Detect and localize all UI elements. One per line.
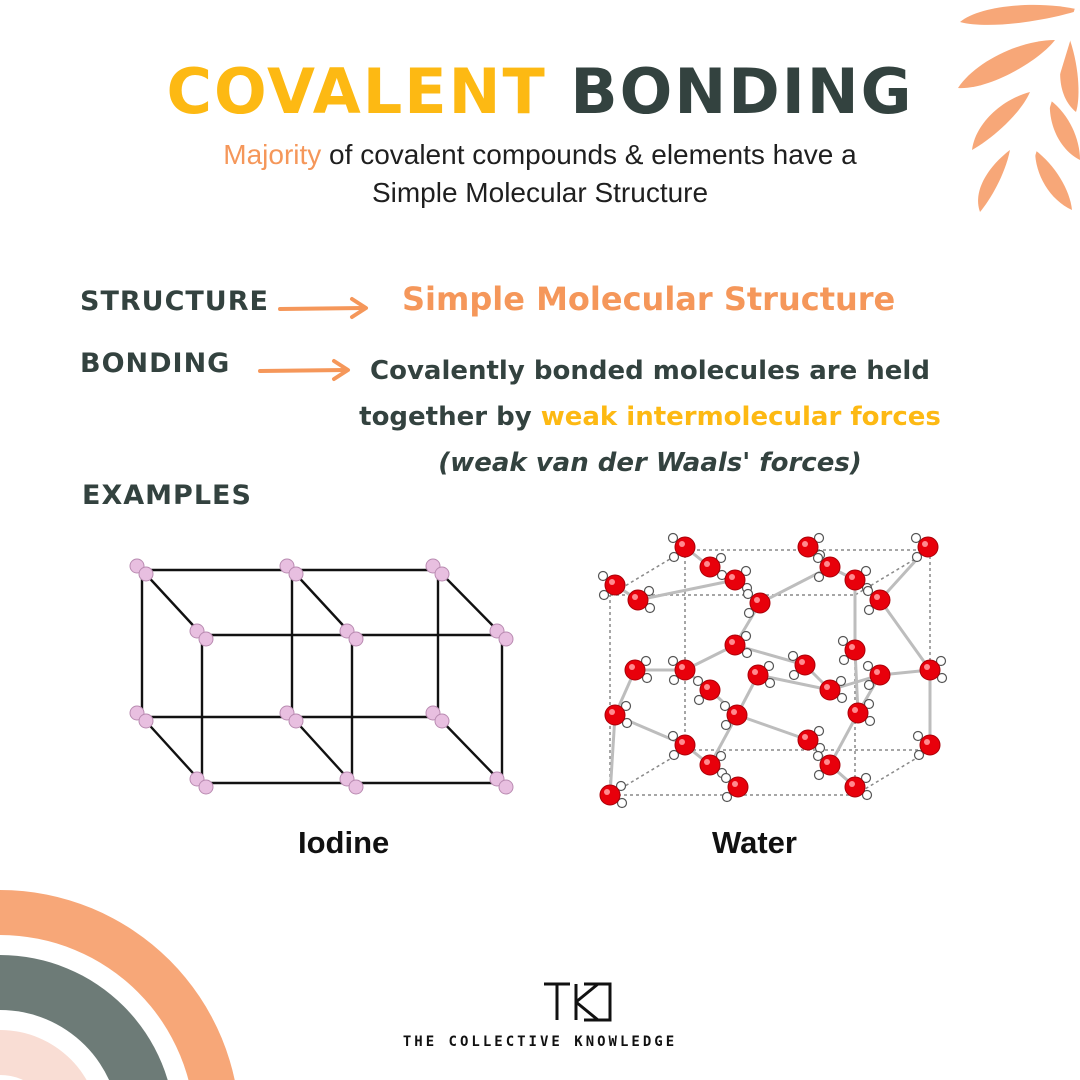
- oxygen-atom: [820, 755, 840, 775]
- oxygen-highlight: [799, 659, 805, 665]
- iodine-atom: [499, 632, 513, 646]
- oxygen-atom: [727, 705, 747, 725]
- oxygen-highlight: [824, 684, 830, 690]
- bonding-line2-prefix: together by: [359, 402, 541, 432]
- iodine-atom: [199, 780, 213, 794]
- structure-label: STRUCTURE: [80, 286, 269, 317]
- hydrogen-bond: [880, 600, 930, 670]
- hydrogen-atom: [669, 657, 678, 666]
- hydrogen-atom: [839, 637, 848, 646]
- oxygen-atom: [675, 537, 695, 557]
- oxygen-atom: [700, 755, 720, 775]
- oxygen-highlight: [679, 541, 685, 547]
- oxygen-atom: [675, 735, 695, 755]
- oxygen-highlight: [922, 541, 928, 547]
- oxygen-atom: [845, 640, 865, 660]
- iodine-caption: Iodine: [298, 825, 390, 860]
- bonding-description: [340, 348, 960, 486]
- oxygen-atom: [795, 655, 815, 675]
- oxygen-highlight: [849, 574, 855, 580]
- hydrogen-atom: [722, 774, 731, 783]
- oxygen-atom: [918, 537, 938, 557]
- oxygen-highlight: [802, 541, 808, 547]
- oxygen-atom: [725, 570, 745, 590]
- oxygen-highlight: [752, 669, 758, 675]
- hydrogen-atom: [669, 534, 678, 543]
- oxygen-atom: [920, 660, 940, 680]
- oxygen-highlight: [732, 781, 738, 787]
- hydrogen-atom: [694, 677, 703, 686]
- oxygen-atom: [845, 570, 865, 590]
- subtitle-accent: Majority: [223, 139, 322, 170]
- structure-value: Simple Molecular Structure: [402, 280, 896, 318]
- oxygen-highlight: [679, 739, 685, 745]
- hydrogen-atom: [914, 732, 923, 741]
- oxygen-highlight: [924, 739, 930, 745]
- iodine-atom: [349, 780, 363, 794]
- iodine-atom: [435, 714, 449, 728]
- oxygen-atom: [700, 557, 720, 577]
- iodine-lattice-diagram: [120, 545, 530, 805]
- oxygen-atom: [798, 730, 818, 750]
- iodine-atom: [289, 714, 303, 728]
- oxygen-atom: [625, 660, 645, 680]
- oxygen-highlight: [604, 789, 610, 795]
- hydrogen-bond: [737, 715, 808, 740]
- bonding-line1: Covalently bonded molecules are held: [370, 356, 930, 386]
- oxygen-highlight: [704, 684, 710, 690]
- oxygen-atom: [845, 777, 865, 797]
- iodine-atom: [289, 567, 303, 581]
- hydrogen-atom: [912, 534, 921, 543]
- hydrogen-atom: [814, 554, 823, 563]
- oxygen-atom: [920, 735, 940, 755]
- tck-logo-icon: [540, 980, 616, 1024]
- structure-arrow-icon: [278, 296, 374, 320]
- oxygen-highlight: [609, 579, 615, 585]
- oxygen-atom: [628, 590, 648, 610]
- oxygen-highlight: [731, 709, 737, 715]
- oxygen-atom: [728, 777, 748, 797]
- oxygen-highlight: [704, 561, 710, 567]
- oxygen-highlight: [874, 669, 880, 675]
- oxygen-atom: [600, 785, 620, 805]
- oxygen-highlight: [754, 597, 760, 603]
- oxygen-atom: [675, 660, 695, 680]
- oxygen-highlight: [679, 664, 685, 670]
- oxygen-highlight: [729, 574, 735, 580]
- hydrogen-atom: [721, 702, 730, 711]
- oxygen-highlight: [849, 644, 855, 650]
- water-caption: Water: [712, 825, 797, 860]
- bonding-label: BONDING: [80, 348, 231, 379]
- oxygen-highlight: [729, 639, 735, 645]
- oxygen-highlight: [824, 759, 830, 765]
- title-bonding: BONDING: [570, 55, 914, 128]
- oxygen-atom: [605, 575, 625, 595]
- oxygen-highlight: [609, 709, 615, 715]
- hydrogen-atom: [789, 652, 798, 661]
- brand-name: THE COLLECTIVE KNOWLEDGE: [402, 1034, 678, 1050]
- examples-label: EXAMPLES: [82, 480, 252, 511]
- hydrogen-atom: [864, 662, 873, 671]
- hydrogen-atom: [744, 590, 753, 599]
- hydrogen-atom: [669, 732, 678, 741]
- water-lattice-diagram: [590, 525, 960, 810]
- oxygen-atom: [870, 665, 890, 685]
- oxygen-atom: [820, 680, 840, 700]
- title-covalent: COVALENT: [166, 55, 547, 128]
- iodine-atom: [139, 714, 153, 728]
- bonding-highlight: weak intermolecular forces: [540, 402, 941, 432]
- oxygen-highlight: [629, 664, 635, 670]
- oxygen-highlight: [802, 734, 808, 740]
- oxygen-highlight: [874, 594, 880, 600]
- oxygen-highlight: [632, 594, 638, 600]
- oxygen-highlight: [849, 781, 855, 787]
- oxygen-atom: [750, 593, 770, 613]
- iodine-atom: [349, 632, 363, 646]
- oxygen-atom: [700, 680, 720, 700]
- oxygen-highlight: [924, 664, 930, 670]
- hydrogen-atom: [864, 587, 873, 596]
- iodine-atom: [435, 567, 449, 581]
- oxygen-atom: [848, 703, 868, 723]
- bonding-line3: (weak van der Waals' forces): [438, 448, 862, 478]
- hydrogen-atom: [814, 752, 823, 761]
- oxygen-highlight: [824, 561, 830, 567]
- oxygen-highlight: [852, 707, 858, 713]
- iodine-atom: [199, 632, 213, 646]
- oxygen-highlight: [704, 759, 710, 765]
- subtitle-line1: of covalent compounds & elements have a: [321, 139, 857, 170]
- oxygen-atom: [870, 590, 890, 610]
- iodine-atom: [499, 780, 513, 794]
- iodine-atom: [139, 567, 153, 581]
- page-title: [0, 52, 1080, 132]
- oxygen-atom: [748, 665, 768, 685]
- oxygen-atom: [605, 705, 625, 725]
- subtitle-line2: Simple Molecular Structure: [371, 177, 709, 208]
- oxygen-atom: [725, 635, 745, 655]
- oxygen-atom: [820, 557, 840, 577]
- subtitle: [0, 136, 1080, 212]
- hydrogen-atom: [599, 572, 608, 581]
